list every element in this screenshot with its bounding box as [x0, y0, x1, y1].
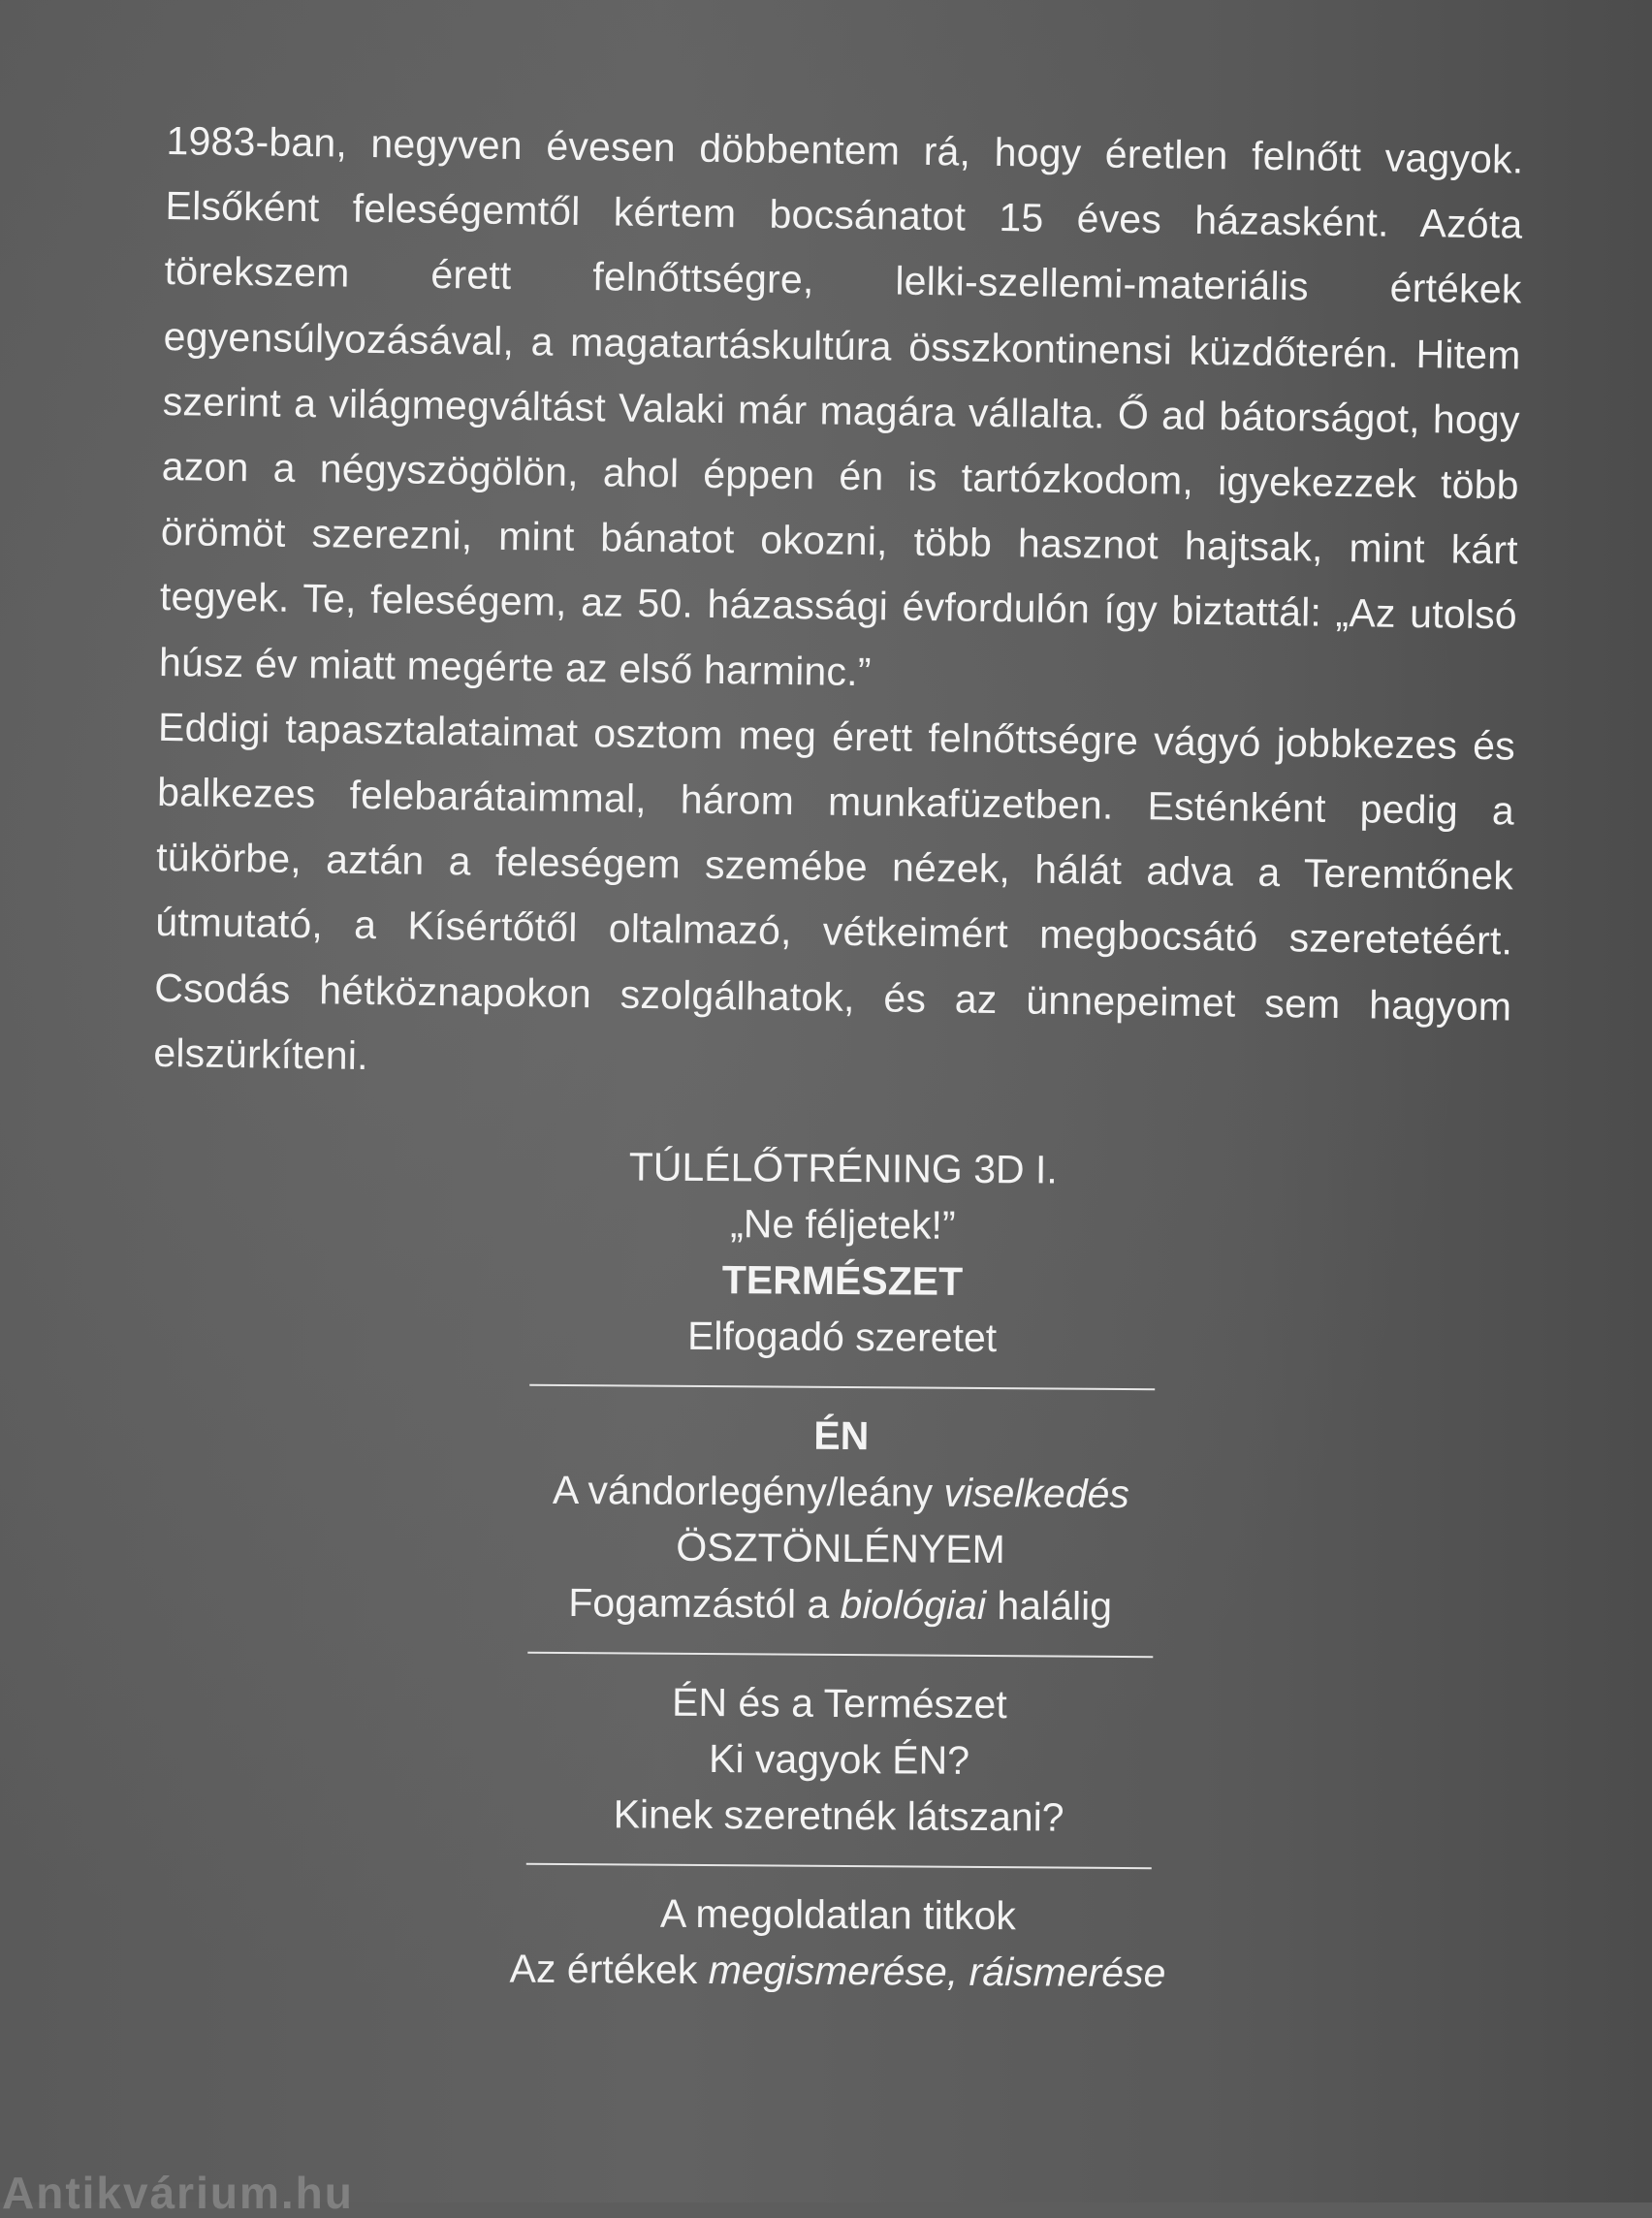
- section4-line2: [450, 1940, 1225, 2002]
- motto: „Ne féljetek!”: [730, 1201, 956, 1248]
- section4-line1: A megoldatlan titkok: [659, 1890, 1017, 1939]
- section2-line1-italic: viselkedés: [943, 1470, 1130, 1517]
- section2-line3: [452, 1573, 1227, 1635]
- section2-line2: ÖSZTÖNLÉNYEM: [676, 1524, 1005, 1572]
- divider: [529, 1384, 1155, 1391]
- section2-line1: [453, 1461, 1228, 1523]
- divider: [525, 1863, 1151, 1870]
- section3-line1: ÉN és a Természet: [671, 1679, 1007, 1727]
- section3-line3: Kinek szeretnék látszani?: [613, 1791, 1064, 1840]
- watermark: Antikvárium.hu: [2, 2168, 354, 2218]
- divider: [527, 1652, 1153, 1659]
- section2-line1-text: A vándorlegény/leány: [552, 1467, 944, 1515]
- section2-line3-prefix: Fogamzástól a: [568, 1580, 841, 1627]
- section-subtitle: Elfogadó szeretet: [686, 1313, 998, 1361]
- section2-line3-suffix: halálig: [985, 1583, 1113, 1629]
- section2-line3-italic: biológiai: [840, 1581, 987, 1629]
- section4-line2-prefix: Az értékek: [509, 1946, 709, 1993]
- contents-list: [450, 1137, 1231, 2002]
- section4-line2-italic: megismerése, ráismerése: [708, 1948, 1166, 1996]
- series-title: TÚLÉLŐTRÉNING 3D I.: [628, 1144, 1058, 1192]
- blurb-paragraph-1: 1983-ban, negyven évesen döbbentem rá, hogy éretlen felnőtt vagyok. Elsőként feleségemtől kértem bocsánatot 15 éves házasként. Azóta törekszem érett felnőttségre, lelki-szellemi-materiális értékek egyensúlyozásával, a magatartáskultúra összkontinensi küzdőterén. Hitem szerint a világmegváltást Valaki már magára vállalta. Ő ad bátorságot, hogy azon a négyszögölön, ahol éppen én is tartózkodom, igyekezzek több örömöt szerezni, mint bánatot okozni, több hasznot hajtsak, mint kárt tegyek. Te, feleségem, az 50. házassági évfordulón így biztattál: „Az utolsó húsz év miatt megérte az első harminc.”: [158, 117, 1524, 694]
- blurb-paragraph-2: Eddigi tapasztalataimat osztom meg érett felnőttségre vágyó jobbkezes és balkezes felebarátaimmal, három munkafüzetben. Esténként pedig a tükörbe, aztán a feleségem szemébe nézek, hálát adva a Teremtőnek útmutató, a Kísértőtől oltalmazó, vétkeimért megbocsátó szeretetéért. Csodás hétköznapokon szolgálhatok, és az ünnepeimet sem hagyom elszürkíteni.: [153, 704, 1516, 1078]
- section3-line2: Ki vagyok ÉN?: [708, 1736, 970, 1783]
- section-heading-en: ÉN: [813, 1412, 870, 1459]
- section-heading-termeszet: TERMÉSZET: [721, 1257, 964, 1304]
- blurb-text: [153, 109, 1524, 1104]
